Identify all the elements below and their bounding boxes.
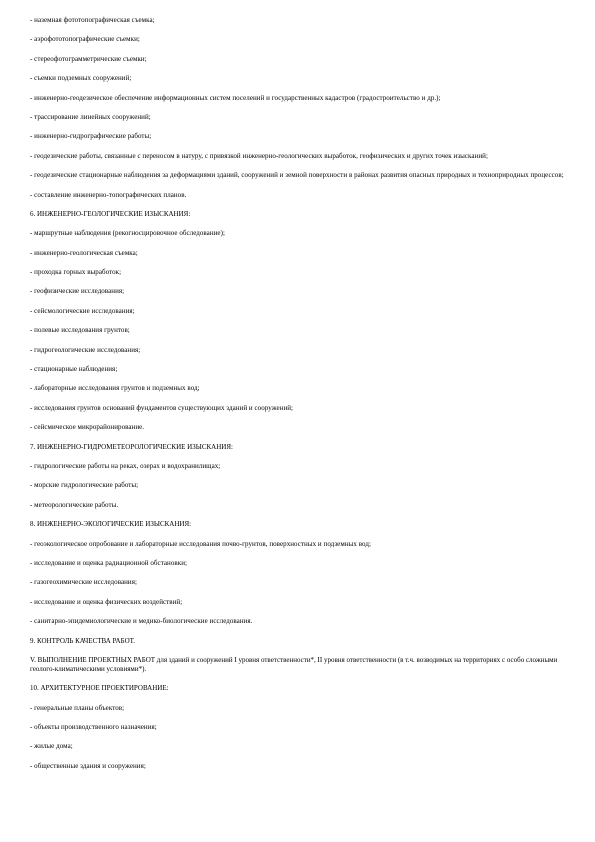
list-item: - исследования грунтов оснований фундаментов существующих зданий и сооружений;: [30, 403, 294, 412]
list-item: - геодезические работы, связанные с переносом в натуру, с привязкой инженерно-геологических выработок, геофизических и других точек изысканий;: [30, 151, 488, 160]
list-item: - сейсмологические исследования;: [30, 306, 135, 315]
section-heading: 7. ИНЖЕНЕРНО-ГИДРОМЕТЕОРОЛОГИЧЕСКИЕ ИЗЫСКАНИЯ:: [30, 442, 233, 451]
list-item: - генеральные планы объектов;: [30, 703, 125, 712]
list-item: - инженерно-гидрографические работы;: [30, 132, 152, 141]
list-item: - исследование и оценка физических воздействий;: [30, 597, 183, 606]
list-item: - наземная фототопографическая съемка;: [30, 16, 155, 24]
list-item: - геодезические стационарные наблюдения за деформациями зданий, сооружений и земной поверхности в районах развития опасных природных и техноприродных процессов;: [30, 171, 564, 180]
list-item: - геоэкологическое опробование и лабораторные исследования почво-грунтов, поверхностных и подземных вод;: [30, 539, 371, 548]
section-heading: V. ВЫПОЛНЕНИЕ ПРОЕКТНЫХ РАБОТ для зданий и сооружений I уровня ответственности*, II уровня ответственности (в т.ч. возводимых на территориях с особо сложными геолого-климатическими условиями*).: [30, 655, 558, 673]
list-item: - проходка горных выработок;: [30, 268, 122, 277]
list-item: - сейсмическое микрорайонирование.: [30, 423, 145, 432]
list-item: - стереофотограмметрические съемки;: [30, 54, 147, 63]
list-item: - съемки подземных сооружений;: [30, 74, 132, 83]
list-item: - инженерно-геологическая съемка;: [30, 248, 138, 257]
list-item: - аэрофототопографические съемки;: [30, 35, 140, 44]
list-item: - гидрогеологические исследования;: [30, 345, 141, 354]
list-item: - геофизические исследования;: [30, 287, 125, 296]
list-item: - морские гидрологические работы;: [30, 481, 139, 490]
list-item: - инженерно-геодезическое обеспечение информационных систем поселений и государственных кадастров (градостроительство и др.);: [30, 93, 441, 102]
list-item: - исследование и оценка радиационной обстановки;: [30, 558, 187, 567]
list-item: - жилые дома;: [30, 742, 73, 751]
list-item: - лабораторные исследования грунтов и подземных вод;: [30, 384, 200, 393]
section-heading: 8. ИНЖЕНЕРНО-ЭКОЛОГИЧЕСКИЕ ИЗЫСКАНИЯ:: [30, 520, 192, 529]
list-item: - метеорологические работы.: [30, 500, 119, 509]
section-heading: 6. ИНЖЕНЕРНО-ГЕОЛОГИЧЕСКИЕ ИЗЫСКАНИЯ:: [30, 209, 191, 218]
list-item: - стационарные наблюдения;: [30, 365, 118, 374]
list-item: - маршрутные наблюдения (рекогносцировочное обследование);: [30, 229, 225, 238]
section-heading: 9. КОНТРОЛЬ КАЧЕСТВА РАБОТ.: [30, 636, 135, 645]
list-item: - составление инженерно-топографических планов.: [30, 190, 187, 199]
list-item: - общественные здания и сооружения;: [30, 761, 146, 770]
document-page: [30, 16, 570, 781]
list-item: - гидрологические работы на реках, озерах и водохранилищах;: [30, 461, 221, 470]
section-heading: 10. АРХИТЕКТУРНОЕ ПРОЕКТИРОВАНИЕ:: [30, 684, 169, 693]
list-item: - объекты производственного назначения;: [30, 723, 157, 732]
list-item: - полевые исследования грунтов;: [30, 326, 130, 335]
list-item: - газогеохимические исследования;: [30, 578, 137, 587]
list-item: - трассирование линейных сооружений;: [30, 112, 151, 121]
list-item: - санитарно-эпидемиологические и медико-биологические исследования.: [30, 617, 253, 626]
